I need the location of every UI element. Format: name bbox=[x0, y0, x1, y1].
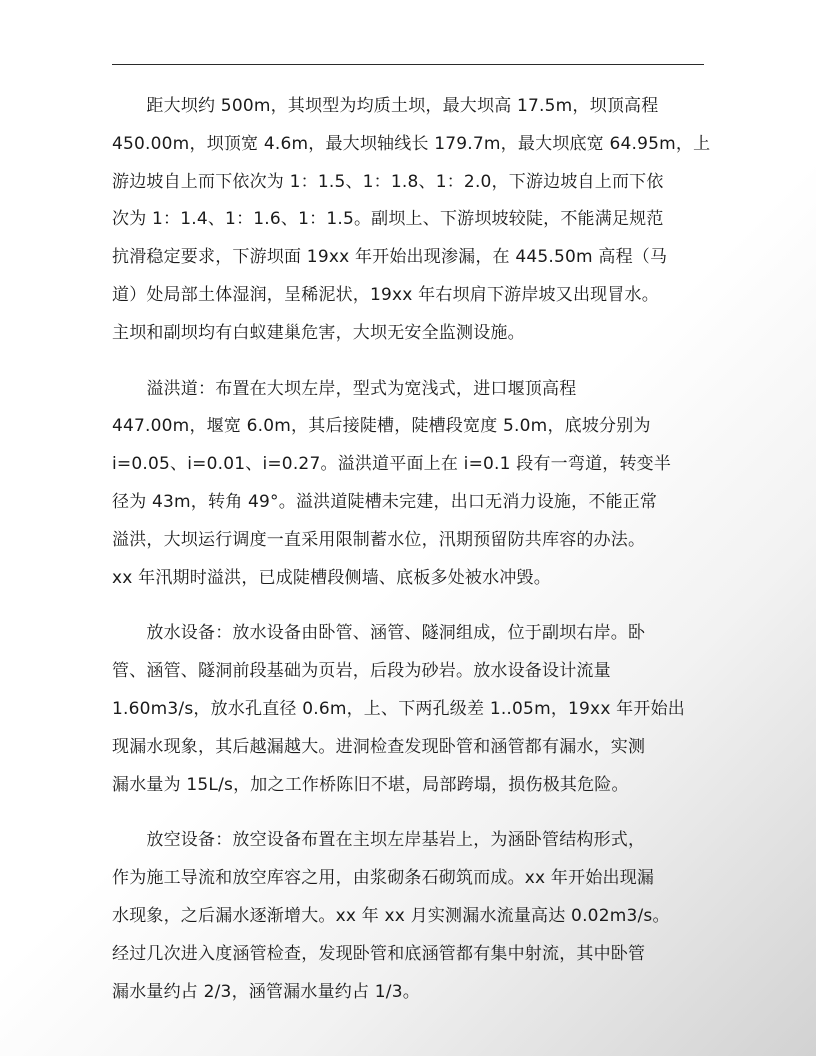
text-line: 次为 1：1.4、1：1.6、1：1.5。副坝上、下游坝坡较陡，不能满足规范 bbox=[112, 209, 664, 230]
text-line: i=0.05、i=0.01、i=0.27。溢洪道平面上在 i=0.1 段有一弯道，转变半 bbox=[112, 454, 672, 475]
text-line: 溢洪，大坝运行调度一直采用限制蓄水位，汛期预留防共库容的办法。 bbox=[112, 529, 646, 550]
paragraph-spillway bbox=[112, 371, 708, 598]
header-rule bbox=[112, 64, 704, 65]
text-line: 447.00m，堰宽 6.0m，其后接陡槽，陡槽段宽度 5.0m，底坡分别为 bbox=[112, 416, 651, 437]
text-line: 水现象，之后漏水逐渐增大。xx 年 xx 月实测漏水流量高达 0.02m3/s。 bbox=[112, 905, 670, 926]
text-line: 主坝和副坝均有白蚁建巢危害，大坝无安全监测设施。 bbox=[112, 322, 525, 343]
text-line: 溢洪道：布置在大坝左岸，型式为宽浅式，进口堰顶高程 bbox=[112, 378, 577, 399]
text-line: 漏水量约占 2/3，涵管漏水量约占 1/3。 bbox=[112, 981, 420, 1002]
text-line: 经过几次进入度涵管检查，发现卧管和底涵管都有集中射流，其中卧管 bbox=[112, 943, 646, 964]
text-line: 径为 43m，转角 49°。溢洪道陡槽未完建，出口无消力设施，不能正常 bbox=[112, 491, 658, 512]
text-line: 漏水量为 15L/s，加之工作桥陈旧不堪，局部跨塌，损伤极其危险。 bbox=[112, 774, 629, 795]
text-line: 游边坡自上而下依次为 1：1.5、1：1.8、1：2.0，下游边坡自上而下依 bbox=[112, 171, 664, 192]
paragraph-drain bbox=[112, 822, 708, 1011]
text-line: 管、涵管、隧洞前段基础为页岩，后段为砂岩。放水设备设计流量 bbox=[112, 661, 611, 682]
text-line: 放水设备：放水设备由卧管、涵管、隧洞组成，位于副坝右岸。卧 bbox=[112, 623, 646, 644]
text-line: 道）处局部土体湿润，呈稀泥状，19xx 年右坝肩下游岸坡又出现冒水。 bbox=[112, 284, 659, 305]
text-line: 作为施工导流和放空库容之用，由浆砌条石砌筑而成。xx 年开始出现漏 bbox=[112, 868, 655, 889]
paragraph-outlet bbox=[112, 615, 708, 804]
text-line: 放空设备：放空设备布置在主坝左岸基岩上，为涵卧管结构形式， bbox=[112, 830, 646, 851]
text-line: 450.00m，坝顶宽 4.6m，最大坝轴线长 179.7m，最大坝底宽 64.95m，上 bbox=[112, 133, 711, 154]
text-line: 距大坝约 500m，其坝型为均质土坝，最大坝高 17.5m，坝顶高程 bbox=[112, 96, 659, 116]
paragraph-dam bbox=[112, 88, 711, 353]
text-line: 现漏水现象，其后越漏越大。进洞检查发现卧管和涵管都有漏水，实测 bbox=[112, 736, 646, 757]
text-line: 抗滑稳定要求，下游坝面 19xx 年开始出现渗漏，在 445.50m 高程（马 bbox=[112, 247, 668, 268]
text-line: xx 年汛期时溢洪，已成陡槽段侧墙、底板多处被水冲毁。 bbox=[112, 567, 551, 588]
document-body bbox=[112, 88, 711, 1029]
text-line: 1.60m3/s，放水孔直径 0.6m，上、下两孔级差 1..05m，19xx 年开始出 bbox=[112, 698, 685, 719]
